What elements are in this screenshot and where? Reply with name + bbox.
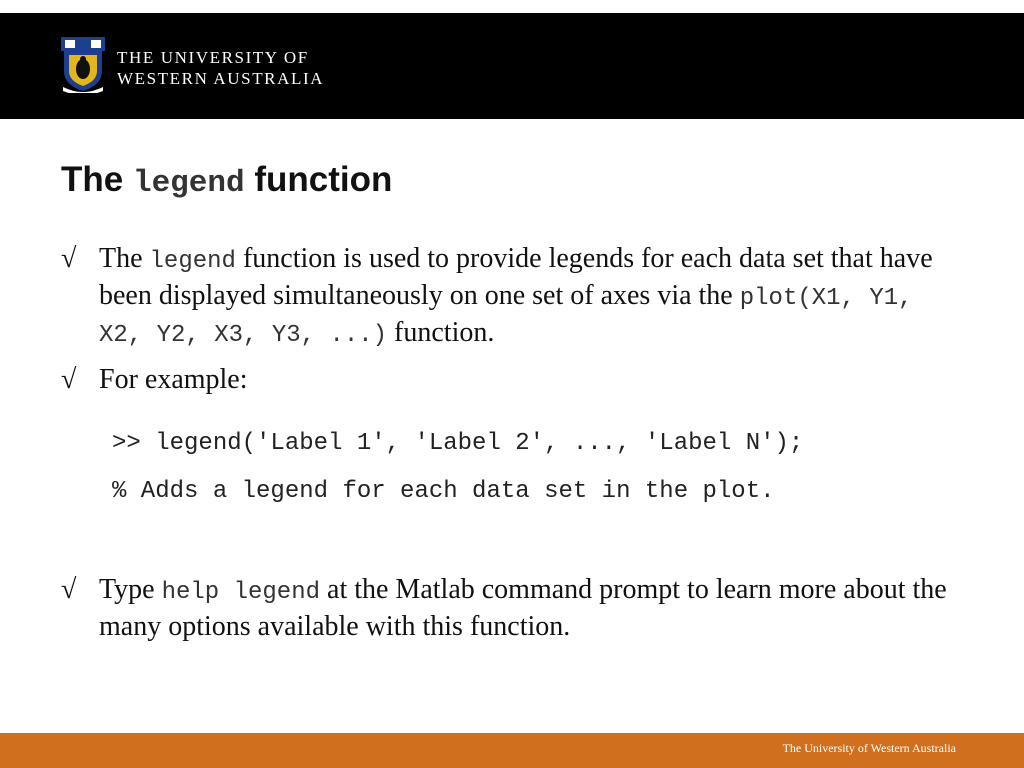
inline-code: plot(X1, Y1, X2, Y2, X3, Y3, ...) xyxy=(99,285,913,349)
slide-title xyxy=(61,160,392,201)
title-code: legend xyxy=(132,166,245,201)
bullet-text-part: function. xyxy=(394,317,495,348)
header-bar xyxy=(0,13,1024,119)
university-name-line2: WESTERN AUSTRALIA xyxy=(117,69,325,88)
bullet-text-part: The xyxy=(99,243,143,274)
checkmark-icon: √ xyxy=(61,243,77,274)
footer-text: The University of Western Australia xyxy=(782,741,956,755)
bullet-text-part: function is used to provide legends for each data set that have been displayed simultaneously on one set of axes via the xyxy=(99,243,933,311)
university-name xyxy=(117,47,324,89)
checkmark-icon: √ xyxy=(61,574,77,605)
bullet-legend-description xyxy=(61,242,961,352)
inline-code: help legend xyxy=(161,579,321,606)
title-text-2: function xyxy=(254,160,393,199)
bullet-text xyxy=(99,573,969,644)
code-line-1: >> legend('Label 1', 'Label 2', ..., 'Label N'); xyxy=(112,430,804,457)
bullet-help-legend xyxy=(61,573,961,683)
bullet-text xyxy=(99,242,969,353)
code-line-2: % Adds a legend for each data set in the plot. xyxy=(112,478,775,505)
title-text-1: The xyxy=(61,160,124,199)
footer-bar xyxy=(0,733,1024,768)
university-name-line1: THE UNIVERSITY OF xyxy=(117,48,309,67)
bullet-text-part: For example: xyxy=(99,364,248,395)
bullet-text-part: Type xyxy=(99,574,155,605)
bullet-text-part: at the Matlab command prompt to learn more about the many options available with this function. xyxy=(99,574,947,642)
checkmark-icon: √ xyxy=(61,364,77,395)
inline-code: legend xyxy=(149,248,236,275)
university-crest-icon xyxy=(61,37,105,93)
bullet-text xyxy=(99,363,969,397)
bullet-for-example xyxy=(61,363,961,397)
